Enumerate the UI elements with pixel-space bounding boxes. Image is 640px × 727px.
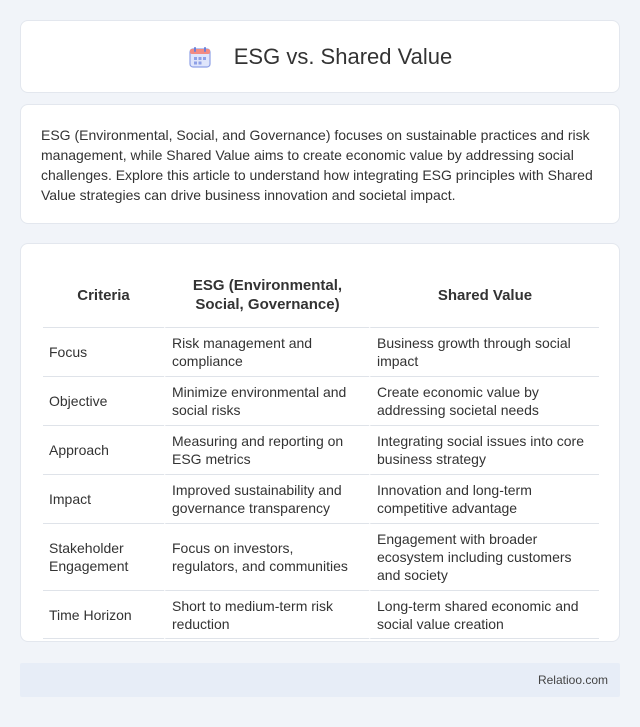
table-row	[43, 426, 599, 475]
table-row	[43, 591, 599, 639]
table-row	[43, 524, 599, 591]
footer-brand: Relatioo.com	[537, 673, 608, 687]
title-card	[20, 20, 620, 93]
row-shared-value: Innovation and long-term competitive advantage	[369, 475, 599, 524]
column-header-esg: ESG (Environmental, Social, Governance)	[164, 263, 369, 328]
row-esg: Focus on investors, regulators, and communities	[164, 524, 369, 591]
table-header-row	[43, 263, 599, 328]
footer	[20, 663, 620, 697]
column-header-criteria: Criteria	[43, 263, 164, 328]
row-criteria: Objective	[43, 377, 164, 426]
calendar-icon	[188, 45, 212, 69]
row-esg: Short to medium-term risk reduction	[164, 591, 369, 639]
table-row	[43, 377, 599, 426]
row-esg: Measuring and reporting on ESG metrics	[164, 426, 369, 475]
row-criteria: Approach	[43, 426, 164, 475]
row-shared-value: Integrating social issues into core business strategy	[369, 426, 599, 475]
row-esg: Minimize environmental and social risks	[164, 377, 369, 426]
table-row	[43, 328, 599, 377]
row-esg: Improved sustainability and governance transparency	[164, 475, 369, 524]
comparison-table-card	[20, 243, 620, 642]
intro-paragraph: ESG (Environmental, Social, and Governance) focuses on sustainable practices and risk management, while Shared Value aims to create economic value by addressing social challenges. Explore this article to understand how integrating ESG principles with Shared Value strategies can drive business innovation and societal impact.	[41, 127, 593, 203]
title-wrap	[188, 44, 453, 70]
row-criteria: Time Horizon	[43, 591, 164, 639]
row-criteria: Impact	[43, 475, 164, 524]
row-criteria: Focus	[43, 328, 164, 377]
page-title: ESG vs. Shared Value	[233, 43, 453, 69]
table-row	[43, 475, 599, 524]
row-esg: Risk management and compliance	[164, 328, 369, 377]
row-shared-value: Create economic value by addressing societal needs	[369, 377, 599, 426]
row-criteria: Stakeholder Engagement	[43, 524, 164, 591]
intro-card	[20, 104, 620, 224]
row-shared-value: Long-term shared economic and social value creation	[369, 591, 599, 639]
row-shared-value: Business growth through social impact	[369, 328, 599, 377]
row-shared-value: Engagement with broader ecosystem including customers and society	[369, 524, 599, 591]
column-header-shared-value: Shared Value	[369, 263, 599, 328]
comparison-table	[43, 263, 599, 639]
